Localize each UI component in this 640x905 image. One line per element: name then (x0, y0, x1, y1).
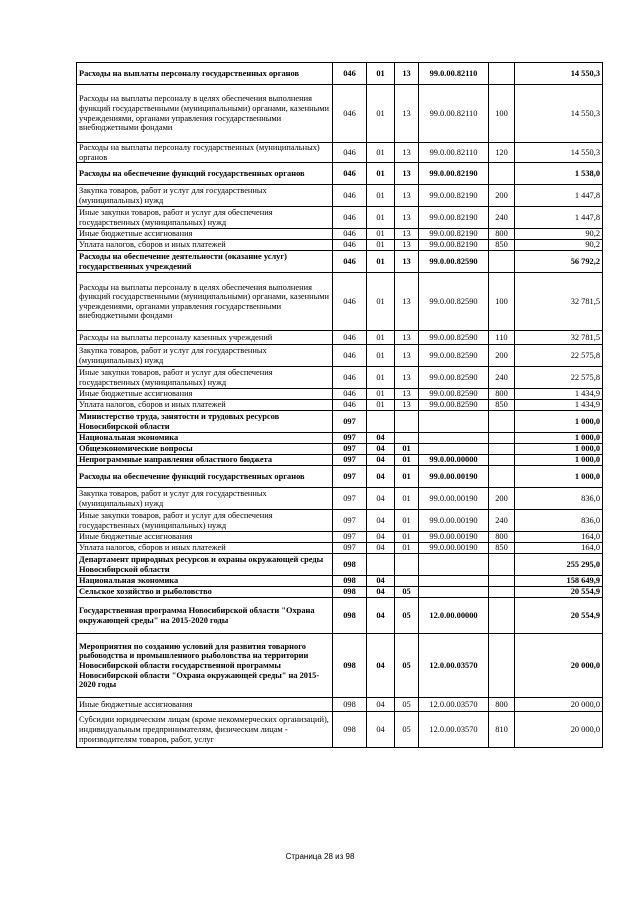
row-grbs: 046 (333, 331, 367, 345)
row-grbs: 046 (333, 389, 367, 400)
row-name: Расходы на выплаты персоналу государственных органов (77, 63, 333, 85)
row-name: Иные бюджетные ассигнования (77, 532, 333, 543)
row-name: Расходы на выплаты персоналу в целях обеспечения выполнения функций государственными (муниципальными) органами, казенными учреждениями, органами управления государственными внебюджетными фондами (77, 85, 333, 143)
row-amount: 158 649,9 (515, 576, 603, 587)
row-name: Министерство труда, занятости и трудовых ресурсов Новосибирской области (77, 411, 333, 433)
row-subsection: 13 (395, 400, 419, 411)
row-amount: 1 447,8 (515, 185, 603, 207)
row-section: 01 (367, 143, 395, 163)
row-section: 04 (367, 598, 395, 634)
row-section: 01 (367, 367, 395, 389)
table-row (77, 554, 603, 576)
row-subsection: 05 (395, 598, 419, 634)
row-target-article: 99.0.00.82590 (419, 389, 489, 400)
row-subsection: 13 (395, 389, 419, 400)
row-expense-type (489, 163, 515, 185)
row-amount: 836,0 (515, 488, 603, 510)
row-subsection (395, 554, 419, 576)
row-section: 04 (367, 455, 395, 466)
row-section (367, 411, 395, 433)
row-name: Иные бюджетные ассигнования (77, 229, 333, 240)
row-name: Общеэкономические вопросы (77, 444, 333, 455)
row-grbs: 046 (333, 143, 367, 163)
row-name: Иные закупки товаров, работ и услуг для обеспечения государственных (муниципальных) нужд (77, 510, 333, 532)
row-subsection: 13 (395, 229, 419, 240)
table-row (77, 576, 603, 587)
row-target-article (419, 587, 489, 598)
table-row (77, 698, 603, 712)
table-row (77, 466, 603, 488)
row-grbs: 098 (333, 698, 367, 712)
row-section: 04 (367, 510, 395, 532)
row-target-article: 99.0.00.00190 (419, 532, 489, 543)
row-section: 01 (367, 185, 395, 207)
row-expense-type (489, 576, 515, 587)
row-expense-type: 850 (489, 240, 515, 251)
row-name: Иные закупки товаров, работ и услуг для обеспечения государственных (муниципальных) нужд (77, 207, 333, 229)
row-subsection (395, 433, 419, 444)
row-section: 01 (367, 229, 395, 240)
table-row (77, 598, 603, 634)
row-section: 01 (367, 251, 395, 273)
row-grbs: 046 (333, 185, 367, 207)
row-name: Расходы на выплаты персоналу в целях обеспечения выполнения функций государственными (муниципальными) органами, казенными учреждениями, органами управления государственными внебюджетными фондами (77, 273, 333, 331)
row-target-article: 12.0.00.03570 (419, 698, 489, 712)
row-target-article: 12.0.00.03570 (419, 634, 489, 698)
row-target-article: 99.0.00.82110 (419, 63, 489, 85)
row-grbs: 046 (333, 229, 367, 240)
row-target-article: 99.0.00.82590 (419, 331, 489, 345)
row-subsection: 01 (395, 444, 419, 455)
table-row (77, 251, 603, 273)
table-row (77, 331, 603, 345)
row-expense-type: 240 (489, 367, 515, 389)
table-row (77, 455, 603, 466)
row-subsection: 05 (395, 587, 419, 598)
row-target-article: 99.0.00.82190 (419, 185, 489, 207)
row-target-article: 99.0.00.82590 (419, 251, 489, 273)
row-grbs: 046 (333, 345, 367, 367)
row-section: 01 (367, 207, 395, 229)
row-section: 04 (367, 543, 395, 554)
row-subsection: 13 (395, 345, 419, 367)
row-subsection: 01 (395, 488, 419, 510)
row-section: 04 (367, 433, 395, 444)
row-name: Национальная экономика (77, 433, 333, 444)
row-expense-type: 100 (489, 273, 515, 331)
row-section: 04 (367, 712, 395, 748)
table-row (77, 488, 603, 510)
row-name: Сельское хозяйство и рыболовство (77, 587, 333, 598)
row-expense-type (489, 63, 515, 85)
row-section: 01 (367, 331, 395, 345)
row-amount: 1 434,9 (515, 400, 603, 411)
row-expense-type: 800 (489, 698, 515, 712)
row-grbs: 097 (333, 488, 367, 510)
row-amount: 1 000,0 (515, 466, 603, 488)
row-name: Закупка товаров, работ и услуг для государственных (муниципальных) нужд (77, 488, 333, 510)
row-expense-type (489, 455, 515, 466)
row-expense-type: 110 (489, 331, 515, 345)
row-target-article: 99.0.00.82190 (419, 229, 489, 240)
row-amount: 20 554,9 (515, 598, 603, 634)
row-section: 01 (367, 85, 395, 143)
row-target-article (419, 411, 489, 433)
row-subsection: 13 (395, 367, 419, 389)
row-subsection (395, 411, 419, 433)
row-amount: 20 554,9 (515, 587, 603, 598)
row-expense-type: 240 (489, 510, 515, 532)
row-name: Иные бюджетные ассигнования (77, 389, 333, 400)
row-target-article (419, 433, 489, 444)
table-row (77, 389, 603, 400)
row-name: Расходы на выплаты персоналу государственных (муниципальных) органов (77, 143, 333, 163)
row-section: 01 (367, 163, 395, 185)
row-expense-type (489, 251, 515, 273)
row-section: 01 (367, 273, 395, 331)
row-grbs: 098 (333, 554, 367, 576)
row-subsection: 13 (395, 185, 419, 207)
row-section: 01 (367, 240, 395, 251)
row-target-article: 99.0.00.82110 (419, 143, 489, 163)
row-amount: 20 000,0 (515, 698, 603, 712)
row-target-article: 99.0.00.00190 (419, 510, 489, 532)
table-row (77, 543, 603, 554)
row-grbs: 046 (333, 251, 367, 273)
row-target-article: 99.0.00.00190 (419, 488, 489, 510)
row-amount: 1 000,0 (515, 444, 603, 455)
row-subsection: 13 (395, 251, 419, 273)
row-name: Расходы на обеспечение функций государственных органов (77, 163, 333, 185)
table-row (77, 532, 603, 543)
row-section: 01 (367, 389, 395, 400)
row-subsection: 01 (395, 510, 419, 532)
table-row (77, 433, 603, 444)
row-amount: 836,0 (515, 510, 603, 532)
row-name: Государственная программа Новосибирской области "Охрана окружающей среды" на 2015-2020 годы (77, 598, 333, 634)
table-row (77, 207, 603, 229)
row-amount: 22 575,8 (515, 345, 603, 367)
row-amount: 1 000,0 (515, 411, 603, 433)
row-expense-type: 850 (489, 543, 515, 554)
row-amount: 1 000,0 (515, 455, 603, 466)
table-row (77, 634, 603, 698)
row-grbs: 097 (333, 433, 367, 444)
row-amount: 22 575,8 (515, 367, 603, 389)
table-row (77, 143, 603, 163)
row-name: Закупка товаров, работ и услуг для государственных (муниципальных) нужд (77, 345, 333, 367)
row-amount: 1 000,0 (515, 433, 603, 444)
table-row (77, 63, 603, 85)
row-expense-type (489, 634, 515, 698)
row-name: Департамент природных ресурсов и охраны окружающей среды Новосибирской области (77, 554, 333, 576)
row-subsection: 13 (395, 143, 419, 163)
row-expense-type (489, 587, 515, 598)
row-subsection: 13 (395, 63, 419, 85)
row-amount: 164,0 (515, 543, 603, 554)
table-row (77, 163, 603, 185)
row-subsection: 05 (395, 634, 419, 698)
row-expense-type (489, 411, 515, 433)
row-target-article: 99.0.00.00190 (419, 543, 489, 554)
row-grbs: 046 (333, 400, 367, 411)
budget-table (76, 62, 603, 748)
row-subsection: 13 (395, 240, 419, 251)
row-amount: 32 781,5 (515, 273, 603, 331)
row-expense-type: 810 (489, 712, 515, 748)
row-amount: 255 295,0 (515, 554, 603, 576)
row-subsection: 01 (395, 466, 419, 488)
row-expense-type: 120 (489, 143, 515, 163)
row-grbs: 046 (333, 63, 367, 85)
row-name: Субсидии юридическим лицам (кроме некоммерческих организаций), индивидуальным предпринимателям, физическим лицам - производителям товаров, работ, услуг (77, 712, 333, 748)
table-row (77, 367, 603, 389)
row-subsection: 01 (395, 532, 419, 543)
row-grbs: 046 (333, 163, 367, 185)
row-section: 04 (367, 466, 395, 488)
row-subsection: 01 (395, 455, 419, 466)
row-amount: 14 550,3 (515, 63, 603, 85)
row-subsection: 13 (395, 163, 419, 185)
row-grbs: 097 (333, 411, 367, 433)
row-amount: 90,2 (515, 229, 603, 240)
row-grbs: 046 (333, 367, 367, 389)
row-grbs: 098 (333, 587, 367, 598)
budget-table-body (77, 63, 603, 748)
row-subsection: 05 (395, 712, 419, 748)
row-target-article: 99.0.00.82590 (419, 400, 489, 411)
row-subsection: 05 (395, 698, 419, 712)
row-name: Расходы на обеспечение деятельности (оказание услуг) государственных учреждений (77, 251, 333, 273)
row-amount: 1 447,8 (515, 207, 603, 229)
table-row (77, 85, 603, 143)
table-row (77, 587, 603, 598)
row-grbs: 097 (333, 532, 367, 543)
row-amount: 32 781,5 (515, 331, 603, 345)
row-grbs: 097 (333, 543, 367, 554)
row-grbs: 046 (333, 240, 367, 251)
row-grbs: 046 (333, 85, 367, 143)
row-name: Уплата налогов, сборов и иных платежей (77, 240, 333, 251)
table-row (77, 185, 603, 207)
row-expense-type (489, 554, 515, 576)
row-subsection: 13 (395, 273, 419, 331)
row-expense-type: 200 (489, 345, 515, 367)
table-row (77, 240, 603, 251)
row-expense-type: 240 (489, 207, 515, 229)
row-target-article: 99.0.00.00000 (419, 455, 489, 466)
table-row (77, 229, 603, 240)
row-section: 04 (367, 532, 395, 543)
row-grbs: 097 (333, 510, 367, 532)
row-target-article: 99.0.00.82190 (419, 163, 489, 185)
row-target-article (419, 444, 489, 455)
row-target-article: 99.0.00.82190 (419, 240, 489, 251)
row-target-article: 99.0.00.82590 (419, 345, 489, 367)
row-target-article: 12.0.00.00000 (419, 598, 489, 634)
row-expense-type: 200 (489, 185, 515, 207)
row-expense-type: 850 (489, 400, 515, 411)
row-grbs: 098 (333, 576, 367, 587)
row-name: Расходы на обеспечение функций государственных органов (77, 466, 333, 488)
row-name: Закупка товаров, работ и услуг для государственных (муниципальных) нужд (77, 185, 333, 207)
page-number: Страница 28 из 98 (285, 852, 355, 861)
row-subsection: 13 (395, 331, 419, 345)
row-name: Мероприятия по созданию условий для развития товарного рыбоводства и промышленного рыболовства на территории Новосибирской области государственной программы Новосибирской области "Охрана окружающей среды" на 2015-2020 годы (77, 634, 333, 698)
table-row (77, 510, 603, 532)
row-name: Уплата налогов, сборов и иных платежей (77, 400, 333, 411)
row-section: 01 (367, 400, 395, 411)
row-target-article: 12.0.00.03570 (419, 712, 489, 748)
row-expense-type: 800 (489, 389, 515, 400)
row-expense-type: 100 (489, 85, 515, 143)
row-section: 04 (367, 444, 395, 455)
row-target-article: 99.0.00.82590 (419, 367, 489, 389)
row-expense-type: 800 (489, 532, 515, 543)
row-amount: 1 538,0 (515, 163, 603, 185)
row-subsection: 13 (395, 207, 419, 229)
row-amount: 56 792,2 (515, 251, 603, 273)
table-row (77, 273, 603, 331)
row-section: 01 (367, 345, 395, 367)
row-expense-type (489, 466, 515, 488)
row-section: 04 (367, 698, 395, 712)
row-amount: 164,0 (515, 532, 603, 543)
row-name: Уплата налогов, сборов и иных платежей (77, 543, 333, 554)
row-section: 04 (367, 587, 395, 598)
table-row (77, 444, 603, 455)
row-target-article: 99.0.00.82590 (419, 273, 489, 331)
table-row (77, 411, 603, 433)
table-row (77, 400, 603, 411)
row-grbs: 098 (333, 598, 367, 634)
row-expense-type: 800 (489, 229, 515, 240)
row-name: Расходы на выплаты персоналу казенных учреждений (77, 331, 333, 345)
row-amount: 20 000,0 (515, 634, 603, 698)
row-grbs: 097 (333, 455, 367, 466)
row-subsection (395, 576, 419, 587)
row-grbs: 097 (333, 444, 367, 455)
row-subsection: 01 (395, 543, 419, 554)
row-name: Иные закупки товаров, работ и услуг для обеспечения государственных (муниципальных) нужд (77, 367, 333, 389)
row-name: Иные бюджетные ассигнования (77, 698, 333, 712)
row-amount: 1 434,9 (515, 389, 603, 400)
row-expense-type (489, 444, 515, 455)
row-section: 01 (367, 63, 395, 85)
row-target-article: 99.0.00.82110 (419, 85, 489, 143)
row-amount: 14 550,3 (515, 85, 603, 143)
row-subsection: 13 (395, 85, 419, 143)
row-section: 04 (367, 488, 395, 510)
row-target-article: 99.0.00.82190 (419, 207, 489, 229)
row-section: 04 (367, 576, 395, 587)
table-row (77, 712, 603, 748)
row-target-article (419, 554, 489, 576)
row-grbs: 046 (333, 273, 367, 331)
row-expense-type: 200 (489, 488, 515, 510)
row-grbs: 098 (333, 634, 367, 698)
row-section (367, 554, 395, 576)
table-row (77, 345, 603, 367)
row-amount: 90,2 (515, 240, 603, 251)
row-name: Непрограммные направления областного бюджета (77, 455, 333, 466)
row-section: 04 (367, 634, 395, 698)
row-grbs: 098 (333, 712, 367, 748)
row-grbs: 046 (333, 207, 367, 229)
row-amount: 14 550,3 (515, 143, 603, 163)
row-amount: 20 000,0 (515, 712, 603, 748)
row-target-article: 99.0.00.00190 (419, 466, 489, 488)
row-expense-type (489, 598, 515, 634)
row-name: Национальная экономика (77, 576, 333, 587)
row-grbs: 097 (333, 466, 367, 488)
row-expense-type (489, 433, 515, 444)
row-target-article (419, 576, 489, 587)
